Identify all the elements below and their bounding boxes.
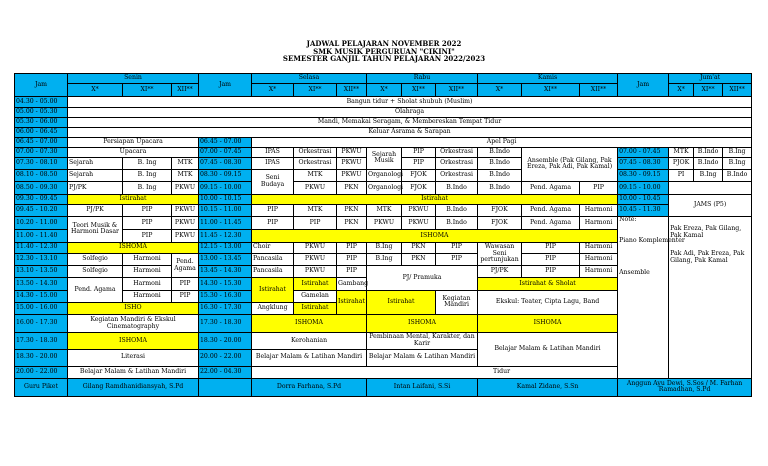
class-xii: XII** [337,84,367,97]
jam-header: Jam [199,74,252,97]
subject-cell: Harmoni [580,204,618,216]
time-cell: 07.45 - 08.30 [618,157,669,169]
subject-cell: Pancasila [252,253,294,265]
time-cell: 15.00 - 16.00 [15,302,68,314]
senin-belajar: Belajar Malam & Latihan Mandiri [68,366,199,378]
class-xii: XII** [172,84,199,97]
kamis-ekskul: Ekskul: Teater, Cipta Lagu, Band [478,290,618,315]
subject-cell: PJ/PK [68,204,123,216]
subject-cell: FJOK [402,170,436,182]
subject-cell: Harmoni [123,266,172,278]
subject-cell: PKN [337,204,367,216]
subject-cell: PIP [172,290,199,302]
time-cell: 17.30 - 18.30 [15,333,68,350]
time-cell: 06.00 - 06.45 [15,127,68,137]
rabu-belajar: Belajar Malam & Latihan Mandiri [367,349,478,366]
subject-cell: PKWU [402,216,436,229]
class-x: X* [68,84,123,97]
subject-cell: PKWU [294,182,337,194]
subject-cell: PI [669,170,694,182]
subject-cell: PIP [123,216,172,229]
day-senin: Senin [68,74,199,84]
subject-cell: PIP [252,216,294,229]
subject-cell: Pend. Agama [68,278,123,303]
class-xii: XII** [436,84,478,97]
subject-cell: IPAS [252,147,294,157]
kamis-ansemble: Ansemble (Pak Gilang, Pak Ereza, Pak Adi, Pak Kamal) [522,147,618,182]
subject-cell: PKWU [402,204,436,216]
subject-cell: Orkestrasi [436,157,478,169]
subject-cell: Sejarah [68,157,123,169]
subject-cell: Harmoni [123,290,172,302]
time-cell: 09.15 - 10.00 [618,182,669,194]
jumat-notes [618,215,685,378]
istirahat-cell: Istirahat [337,290,367,315]
ishoma-cell: ISHOMA [252,315,367,333]
subject-cell: Pancasila [252,266,294,278]
subject-cell: PKWU [294,242,337,253]
subject-cell: Harmoni [123,278,172,290]
guru-selasa: Dorra Farhana, S.Pd [252,378,367,396]
day-selasa: Selasa [252,74,367,84]
subject-cell: PKWU [337,170,367,182]
tidur-cell: Tidur [252,366,752,378]
subject-cell: Wawasan Seni pertunjukan [478,242,522,265]
subject-cell: PKWU [172,230,199,242]
subject-cell: Orkestrasi [436,170,478,182]
subject-cell: B.Ing [723,157,752,169]
subject-cell: PJOK [669,157,694,169]
time-cell: 14.30 - 15.00 [15,290,68,302]
subject-cell: Harmoni [123,253,172,265]
subject-cell: Pend. Agama [522,182,580,194]
subject-cell: PKWU [337,157,367,169]
class-x: X* [478,84,522,97]
time-cell: 10.20 - 11.00 [15,216,68,229]
time-cell: 10.00 - 10.15 [199,194,252,204]
guru-senin: Gilang Ramdhanidiansyah, S.Pd [68,378,199,396]
common-row: Keluar Asrama & Sarapan [68,127,752,137]
time-cell: 10.00 - 10.45 [618,194,669,204]
class-xii: XII** [723,84,752,97]
subject-cell: FJOK [478,204,522,216]
subject-cell: PIP [522,253,580,265]
jam-header: Jam [618,74,669,97]
time-cell: 15.30 - 16.30 [199,290,252,302]
common-row: Olahraga [68,107,752,117]
subject-cell: Seni Budaya [252,170,294,195]
subject-cell: PIP [436,253,478,265]
title-line-3: SEMESTER GANJIL TAHUN PELAJARAN 2022/2023 [282,54,486,63]
piano-teachers: Pak Ereza, Pak Gilang, Pak Kamal [670,224,742,239]
subject-cell: B.Indo [478,182,522,194]
selasa-kerohanian: Kerohanian [252,333,367,350]
subject-cell: PIP [337,242,367,253]
subject-cell: PIP [522,266,580,278]
schedule-table [14,73,751,397]
time-cell: 18.30 - 20.00 [15,349,68,366]
time-cell: 07.30 - 08.10 [15,157,68,169]
subject-cell: PIP [436,242,478,253]
subject-cell: FJOK [402,182,436,194]
ishoma-cell: ISHOMA [68,242,199,253]
subject-cell: PIP [337,266,367,278]
istirahat-cell: Istirahat [252,278,294,303]
istirahat-cell: Istirahat [294,278,337,290]
rabu-pembinaan: Pembinaan Mental, Karakter, dan Karir [367,333,478,350]
time-cell: 05.30 - 06.00 [15,117,68,127]
time-cell: 11.40 - 12.30 [15,242,68,253]
subject-cell: B.Indo [478,157,522,169]
class-xi: XI** [402,84,436,97]
time-cell: 06.45 - 07.00 [199,137,252,147]
subject-cell: IPAS [252,157,294,169]
class-xi: XI** [694,84,723,97]
subject-cell: PKWU [294,266,337,278]
time-cell: 14.30 - 15.30 [199,278,252,290]
subject-cell: Choir [252,242,294,253]
subject-cell: MTK [172,170,199,182]
subject-cell: PJ/PK [478,266,522,278]
istirahat-sholat-cell: Istirahat & Sholat [478,278,618,290]
subject-cell: PIP [123,230,172,242]
subject-cell: PKN [402,242,436,253]
time-cell: 10.15 - 11.00 [199,204,252,216]
subject-cell: B.Indo [694,157,723,169]
empty-cell [669,182,752,194]
subject-cell: B. Ing [123,157,172,169]
time-cell: 11.45 - 12.30 [199,230,252,242]
time-cell: 09.15 - 10.00 [199,182,252,194]
time-cell: 22.00 - 04.30 [199,366,252,378]
time-cell: 09.30 - 09.45 [15,194,68,204]
time-cell: 18.30 - 20.00 [199,333,252,350]
senin-literasi: Literasi [68,349,199,366]
subject-cell: PIP [402,157,436,169]
subject-cell: PKWU [172,216,199,229]
guru-kamis: Kamal Zidane, S.Sn [478,378,618,396]
subject-cell: MTK [367,204,402,216]
subject-cell: PIP [294,216,337,229]
time-cell: 10.45 - 11.30 [618,204,669,216]
ansemble-teachers: Pak Adi, Pak Ereza, Pak Gilang, Pak Kamal [670,250,745,264]
time-cell: 09.45 - 10.20 [15,204,68,216]
subject-cell: Orkestrasi [436,147,478,157]
class-x: X* [252,84,294,97]
time-cell: 07.00 - 07.45 [618,147,669,157]
subject-cell: PIP [522,242,580,253]
class-xii: XII** [580,84,618,97]
common-row: Bangun tidur + Sholat shubuh (Muslim) [68,97,752,107]
time-cell: 16.30 - 17.30 [199,302,252,314]
istirahat-cell: Istirahat [68,194,199,204]
subject-cell: Gambang [337,278,367,290]
ishoma-cell: ISHOMA [367,315,478,333]
time-cell: 17.30 - 18.30 [199,315,252,333]
subject-cell: Pend. Agama [522,204,580,216]
subject-cell: Harmoni [580,216,618,229]
subject-cell: B.Indo [436,182,478,194]
subject-cell: MTK [294,170,337,182]
common-row: Mandi, Memakai Seragam, & Membereskan Tempat Tidur [68,117,752,127]
ishoma-cell: ISHOMA [68,333,199,350]
kamis-belajar: Belajar Malam & Latihan Mandiri [478,333,618,367]
piano-label: Piano Komplementer [619,236,685,244]
time-cell: 06.45 - 07.00 [15,137,68,147]
istirahat-cell: Istirahat [294,302,337,314]
subject-cell: FJOK [478,216,522,229]
subject-cell: B.Indo [478,147,522,157]
senin-persiapan: Persiapan Upacara [68,137,199,147]
subject-cell: Pend. Agama [522,216,580,229]
time-cell: 20.00 - 22.00 [199,349,252,366]
subject-cell: PIP [580,182,618,194]
time-cell: 07.00 - 07.30 [15,147,68,157]
subject-cell: PKN [337,182,367,194]
subject-cell: PIP [123,204,172,216]
time-cell: 12.15 - 13.00 [199,242,252,253]
subject-cell: Harmoni [580,266,618,278]
time-cell: 12.30 - 13.10 [15,253,68,265]
ishoma-cell: ISHOMA [478,315,618,333]
subject-cell: MTK [294,204,337,216]
istirahat-cell: Istirahat [367,290,436,315]
subject-cell: Orkestrasi [294,157,337,169]
time-cell: 07.45 - 08.30 [199,157,252,169]
subject-cell: MTK [172,157,199,169]
time-cell: 13.00 - 13.45 [199,253,252,265]
time-cell: 08.30 - 09.15 [199,170,252,182]
title-line-1: JADWAL PELAJARAN NOVEMBER 2022 [306,39,462,48]
schedule-title [0,0,768,64]
subject-cell: Harmoni [580,253,618,265]
subject-cell: Sejarah Musik [367,147,402,169]
day-kamis: Kamis [478,74,618,84]
time-cell: 05.00 - 05.30 [15,107,68,117]
subject-cell: B.Ing [367,253,402,265]
time-cell: 08.30 - 09.15 [618,170,669,182]
time-cell: 13.10 - 13.50 [15,266,68,278]
subject-cell: Teori Musik & Harmoni Dasar [68,216,123,242]
subject-cell: Orkestrasi [294,147,337,157]
time-cell: 13.45 - 14.30 [199,266,252,278]
subject-cell: PKN [402,253,436,265]
guru-piket-label: Guru Piket [15,378,68,396]
senin-kegiatan: Kegiatan Mandiri & Ekskul Cinematography [68,315,199,333]
subject-cell: PJ/PK [68,182,123,194]
subject-cell: B.Indo [723,170,752,182]
subject-cell: B. Ing [123,170,172,182]
guru-jumat: Anggun Ayu Dewi, S.Sos / M. Farhan Ramadhan, S.Pd [618,378,752,396]
time-cell: 08.10 - 08.50 [15,170,68,182]
day-jumat: Jum'at [669,74,752,84]
class-x: X* [367,84,402,97]
subject-cell: Gamelan [294,290,337,302]
time-cell: 13.50 - 14.30 [15,278,68,290]
subject-cell: PIP [402,147,436,157]
subject-cell: PIP [337,253,367,265]
selasa-belajar: Belajar Malam & Latihan Mandiri [252,349,367,366]
time-cell: 20.00 - 22.00 [15,366,68,378]
subject-cell: PIP [172,278,199,290]
subject-cell: PKN [337,216,367,229]
subject-cell: B.Ing [694,170,723,182]
day-rabu: Rabu [367,74,478,84]
class-xi: XI** [522,84,580,97]
subject-cell: Kegiatan Mandiri [436,290,478,315]
time-cell: 11.00 - 11.40 [15,230,68,242]
subject-cell: Solfegio [68,253,123,265]
subject-cell: B.Indo [436,204,478,216]
time-cell: 04.30 - 05.00 [15,97,68,107]
subject-cell: Organologi [367,182,402,194]
istirahat-cell: Istirahat [252,194,618,204]
ansemble-label: Ansemble [619,269,650,277]
subject-cell: Organologi [367,170,402,182]
subject-cell: PKWU [367,216,402,229]
time-cell: 16.00 - 17.30 [15,315,68,333]
subject-cell: B.Indo [478,170,522,182]
subject-cell: Harmoni [580,242,618,253]
class-xi: XI** [123,84,172,97]
class-xi: XI** [294,84,337,97]
subject-cell: B.Indo [436,216,478,229]
subject-cell: B.Indo [694,147,723,157]
time-cell: 07.00 - 07.45 [199,147,252,157]
jam-header: Jam [15,74,68,97]
senin-upacara: Upacara [68,147,199,157]
time-cell: 11.00 - 11.45 [199,216,252,229]
subject-cell: B. Ing [123,182,172,194]
rabu-pramuka: PJ/ Pramuka [367,266,478,291]
apel-pagi: Apel Pagi [252,137,752,147]
subject-cell: PKWU [337,147,367,157]
isho-cell: ISHO [68,302,199,314]
empty-cell [199,378,252,396]
subject-cell: Pend. Agama [172,253,199,278]
subject-cell: Sejarah [68,170,123,182]
subject-cell: MTK [669,147,694,157]
note-label: Note: [619,215,637,223]
guru-rabu: Intan Laifani, S.Si [367,378,478,396]
ishoma-cell: ISHOMA [252,230,618,242]
title-line-2: SMK MUSIK PERGURUAN "CIKINI" [313,46,455,56]
jumat-jams: JAMS (P5) [669,194,752,216]
subject-cell: PKWU [172,204,199,216]
subject-cell: PKWU [294,253,337,265]
time-cell: 08.50 - 09.30 [15,182,68,194]
subject-cell: B.Ing [723,147,752,157]
subject-cell: Solfegio [68,266,123,278]
subject-cell: Angklung [252,302,294,314]
class-x: X* [669,84,694,97]
subject-cell: PKWU [172,182,199,194]
subject-cell: PIP [252,204,294,216]
subject-cell: B.Ing [367,242,402,253]
